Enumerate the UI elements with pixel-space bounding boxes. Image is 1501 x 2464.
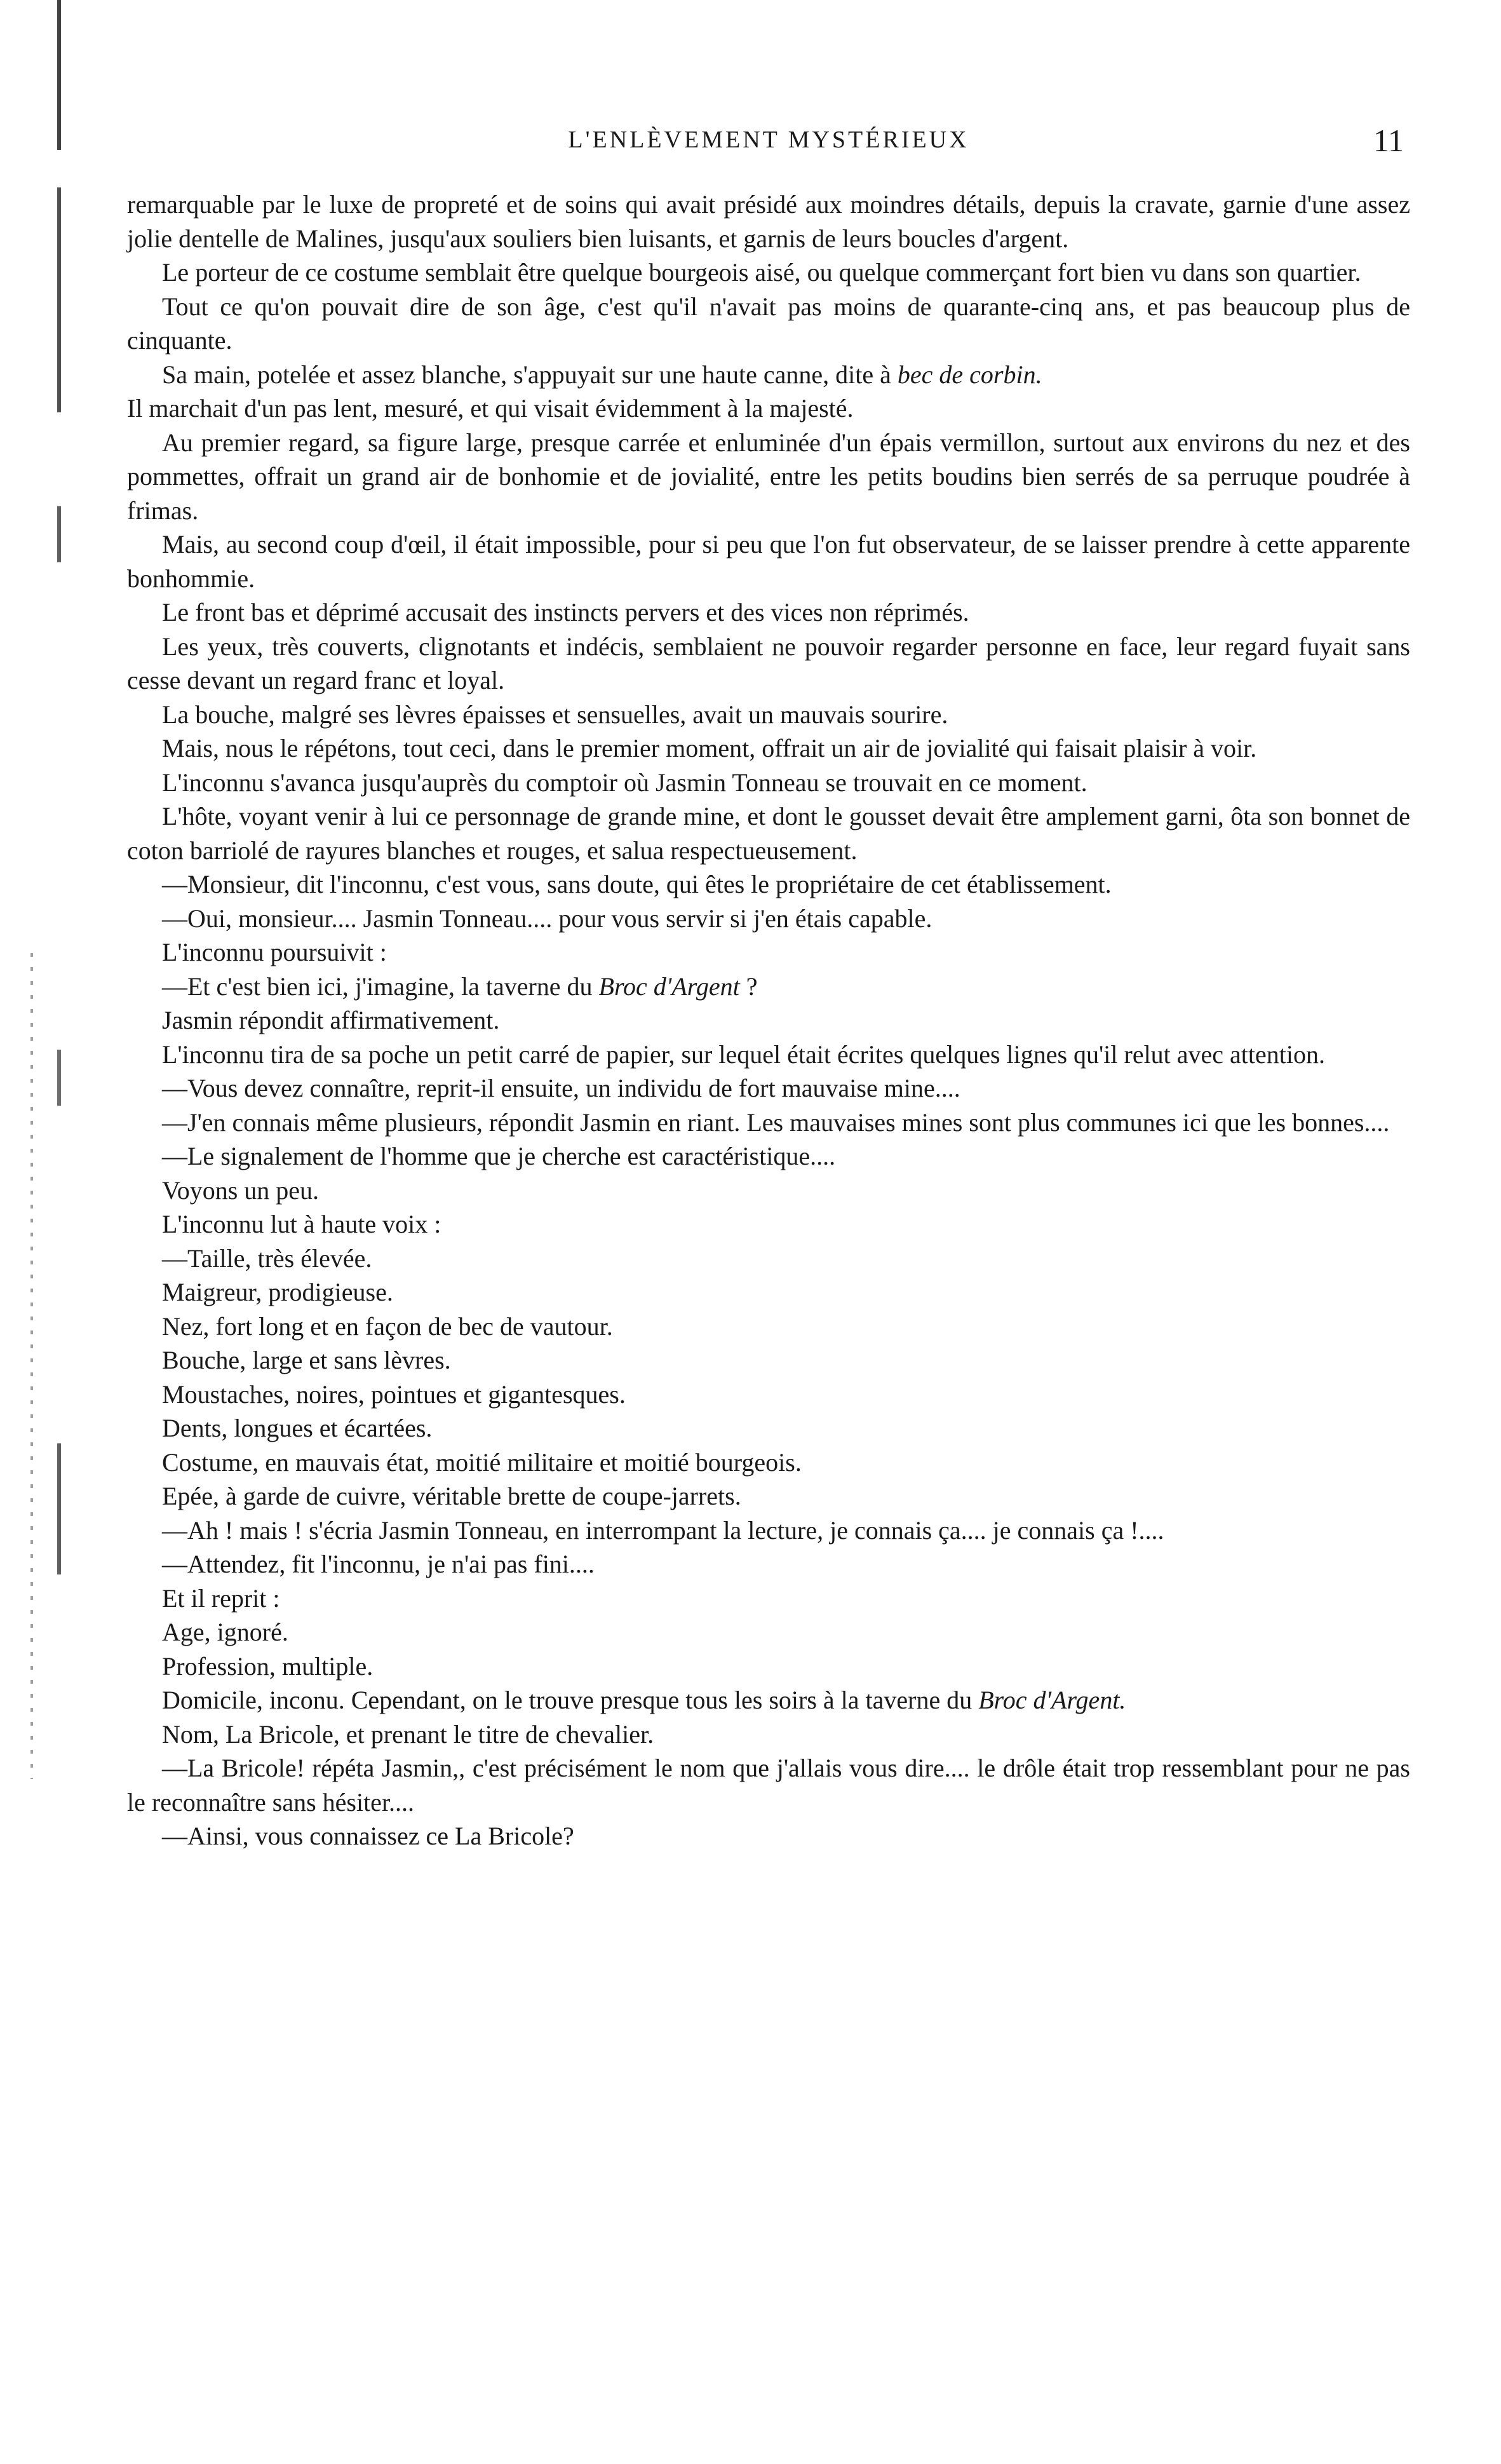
- paragraph-text: Voyons un peu.: [162, 1175, 320, 1205]
- paragraph: [127, 1581, 1410, 1616]
- paragraph: [127, 867, 1410, 902]
- paragraph-text: Le front bas et déprimé accusait des instincts pervers et des vices non réprimés.: [162, 598, 969, 626]
- paragraph: [127, 1615, 1410, 1649]
- paragraph: [127, 595, 1410, 630]
- paragraph: [127, 1139, 1410, 1174]
- paragraph-text: Nez, fort long et en façon de bec de vautour.: [162, 1311, 613, 1341]
- paragraph-text: Domicile, inconu. Cependant, on le trouve presque tous les soirs à la taverne du: [162, 1686, 979, 1714]
- paragraph: [127, 1038, 1410, 1072]
- paragraph-text: —Oui, monsieur.... Jasmin Tonneau.... pour vous servir si j'en étais capable.: [162, 904, 932, 933]
- paragraph-text: Mais, nous le répétons, tout ceci, dans le premier moment, offrait un air de jovialité qui faisait plaisir à voir.: [162, 734, 1257, 762]
- paragraph-text: Les yeux, très couverts, clignotants et indécis, semblaient ne pouvoir regarder personne en face, leur regard fuyait sans cesse devant un regard franc et loyal.: [127, 632, 1410, 694]
- paragraph: [127, 358, 1410, 392]
- paragraph: [127, 391, 1410, 426]
- paragraph: [127, 1378, 1410, 1412]
- paragraph: [127, 731, 1410, 766]
- paragraph: [127, 255, 1410, 290]
- paragraph-text: L'inconnu lut à haute voix :: [162, 1210, 441, 1238]
- paragraph: [127, 902, 1410, 936]
- paragraph-text: Le porteur de ce costume semblait être quelque bourgeois aisé, ou quelque commerçant fort bien vu dans son quartier.: [162, 258, 1361, 287]
- paragraph-text: Maigreur, prodigieuse.: [162, 1278, 393, 1306]
- paragraph-text: L'inconnu s'avanca jusqu'auprès du comptoir où Jasmin Tonneau se trouvait en ce moment.: [162, 768, 1087, 797]
- paragraph: [127, 970, 1410, 1004]
- paragraph: [127, 1819, 1410, 1853]
- paragraph: [127, 1003, 1410, 1038]
- paragraph-text: Sa main, potelée et assez blanche, s'appuyait sur une haute canne, dite à: [162, 360, 898, 389]
- paragraph-text: —Taille, très élevée.: [162, 1243, 372, 1273]
- page-header: [127, 123, 1410, 164]
- paragraph-text: —Ainsi, vous connaissez ce La Bricole?: [162, 1822, 574, 1850]
- paragraph-text: Mais, au second coup d'œil, il était impossible, pour si peu que l'on fut observateur, de se laisser prendre à cette apparente bonhommie.: [127, 530, 1410, 593]
- paragraph-text: Et il reprit :: [162, 1583, 280, 1613]
- paragraph-text: Dents, longues et écartées.: [162, 1414, 433, 1442]
- paragraph-text: Au premier regard, sa figure large, presque carrée et enluminée d'un épais vermillon, surtout aux environs du nez et des pommettes, offrait un grand air de bonhomie et de jovialité, entre les petits boudins bien serrés de sa perruque poudrée à frimas.: [127, 428, 1410, 525]
- paragraph: [127, 799, 1410, 867]
- paragraph: [127, 698, 1410, 732]
- paragraph-text: remarquable par le luxe de propreté et de soins qui avait présidé aux moindres détails, depuis la cravate, garnie d'une assez jolie dentelle de Malines, jusqu'aux souliers bien luisants, et garnis de leurs boucles d'argent.: [127, 190, 1410, 253]
- paragraph: [127, 1174, 1410, 1208]
- paragraph: [127, 1513, 1410, 1548]
- paragraph-tail: ?: [739, 971, 758, 1001]
- paragraph: [127, 630, 1410, 698]
- paragraph-text: Il marchait d'un pas lent, mesuré, et qui visait évidemment à la majesté.: [127, 394, 854, 423]
- paragraph-text: —J'en connais même plusieurs, répondit Jasmin en riant. Les mauvaises mines sont plus communes ici que les bonnes....: [162, 1107, 1390, 1137]
- paragraph-text: Costume, en mauvais état, moitié militaire et moitié bourgeois.: [162, 1447, 802, 1477]
- paragraph-text: —Monsieur, dit l'inconnu, c'est vous, sans doute, qui êtes le propriétaire de cet établissement.: [162, 870, 1112, 898]
- paragraph: [127, 1445, 1410, 1480]
- paragraph: [127, 187, 1410, 255]
- italic-phrase: bec de corbin.: [897, 360, 1042, 389]
- paragraph-text: —Ah ! mais ! s'écria Jasmin Tonneau, en interrompant la lecture, je connais ça.... je connais ça !....: [162, 1515, 1164, 1545]
- paragraph: [127, 1242, 1410, 1276]
- italic-phrase: Broc d'Argent.: [978, 1686, 1126, 1714]
- paragraph-text: L'inconnu tira de sa poche un petit carré de papier, sur lequel était écrites quelques lignes qu'il relut avec attention.: [162, 1039, 1326, 1069]
- paragraph-text: Tout ce qu'on pouvait dire de son âge, c'est qu'il n'avait pas moins de quarante-cinq ans, et pas beaucoup plus de cinquante.: [127, 292, 1410, 355]
- page-number: 11: [1373, 123, 1404, 158]
- paragraph-text: —Vous devez connaître, reprit-il ensuite, un individu de fort mauvaise mine....: [162, 1074, 960, 1102]
- paragraph-text: Age, ignoré.: [162, 1618, 288, 1646]
- paragraph: [127, 1717, 1410, 1752]
- paragraph: [127, 1547, 1410, 1581]
- paragraph-text: —La Bricole! répéta Jasmin,, c'est précisément le nom que j'allais vous dire.... le drôle était trop ressemblant pour ne pas le reconnaître sans hésiter....: [127, 1754, 1410, 1817]
- paragraph-text: L'hôte, voyant venir à lui ce personnage de grande mine, et dont le gousset devait être amplement garni, ôta son bonnet de coton barriolé de rayures blanches et rouges, et salua respectueusement.: [127, 802, 1410, 865]
- paragraph-text: L'inconnu poursuivit :: [162, 938, 387, 966]
- paragraph-text: La bouche, malgré ses lèvres épaisses et sensuelles, avait un mauvais sourire.: [162, 700, 948, 729]
- paragraph: [127, 1207, 1410, 1242]
- paragraph: [127, 1479, 1410, 1513]
- paragraph: [127, 935, 1410, 970]
- running-title: L'ENLÈVEMENT MYSTÉRIEUX: [568, 126, 969, 153]
- paragraph-text: —Et c'est bien ici, j'imagine, la taverne du: [162, 971, 599, 1001]
- paragraph-text: —Attendez, fit l'inconnu, je n'ai pas fini....: [162, 1550, 595, 1578]
- paragraph: [127, 527, 1410, 595]
- italic-phrase: Broc d'Argent: [598, 971, 740, 1001]
- paragraph: [127, 426, 1410, 528]
- scan-margin-marks: [30, 953, 33, 1779]
- paragraph-text: Moustaches, noires, pointues et gigantesques.: [162, 1379, 626, 1409]
- scan-binding-edge: [57, 0, 61, 1874]
- paragraph: [127, 290, 1410, 358]
- paragraph: [127, 1683, 1410, 1717]
- paragraph: [127, 1106, 1410, 1140]
- paragraph: [127, 1649, 1410, 1684]
- paragraph-text: Bouche, large et sans lèvres.: [162, 1346, 451, 1374]
- paragraph-text: Profession, multiple.: [162, 1651, 374, 1681]
- paragraph: [127, 1275, 1410, 1310]
- paragraph: [127, 766, 1410, 800]
- paragraph-text: Epée, à garde de cuivre, véritable brette de coupe-jarrets.: [162, 1482, 741, 1510]
- body-text: [127, 187, 1410, 1853]
- paragraph: [127, 1751, 1410, 1819]
- paragraph: [127, 1071, 1410, 1106]
- paragraph-text: Jasmin répondit affirmativement.: [162, 1006, 500, 1034]
- paragraph-text: —Le signalement de l'homme que je cherche est caractéristique....: [162, 1142, 836, 1170]
- paragraph: [127, 1411, 1410, 1445]
- paragraph: [127, 1343, 1410, 1378]
- paragraph-text: Nom, La Bricole, et prenant le titre de chevalier.: [162, 1719, 654, 1749]
- paragraph: [127, 1310, 1410, 1344]
